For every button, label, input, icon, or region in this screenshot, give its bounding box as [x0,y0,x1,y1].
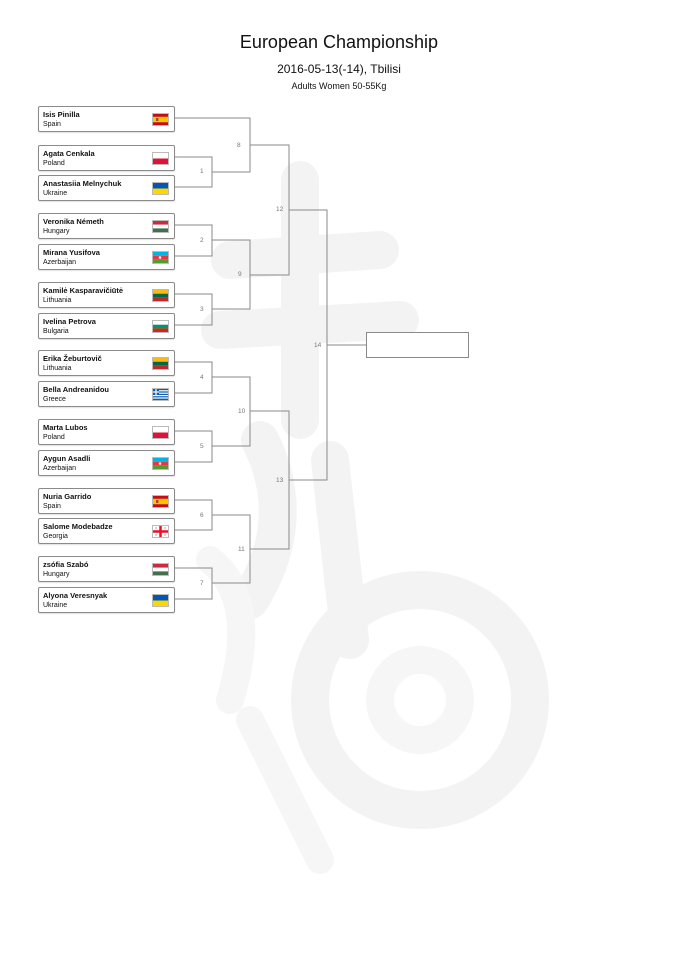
competitor-country: Bulgaria [43,328,69,335]
match-number: 11 [238,546,245,553]
competitor-name: zsófia Szabó [43,560,89,569]
competitor-card [38,587,175,613]
competitor-country: Lithuania [43,365,72,372]
bracket-line-match-1 [173,157,212,187]
competitor-name: Salome Modebadze [43,522,113,531]
competitor-card [38,213,175,239]
competitor-card [38,175,175,201]
competitor-card [38,145,175,171]
match-number: 12 [276,206,284,213]
page-title: European Championship [239,32,439,52]
competitor-country: Lithuania [43,297,72,304]
match-number: 4 [200,374,204,381]
match-number: 10 [238,408,246,415]
weight-category: Adults Women 50-55Kg [291,81,387,91]
competitor-name: Nuria Garrido [43,492,92,501]
match-number: 6 [200,512,204,519]
competitor-country: Poland [43,434,65,441]
competitor-card [38,350,175,376]
match-number: 14 [314,342,322,349]
match-number: 8 [237,142,241,149]
competitor-name: Agata Cenkala [43,149,95,158]
competitor-country: Georgia [43,533,68,540]
spain-flag-icon [152,495,169,508]
bracket-line-match-4 [173,362,212,393]
competitor-name: Alyona Veresnyak [43,591,108,600]
ukraine-flag-icon [152,594,169,607]
bracket-line-match-6 [173,500,212,530]
competitor-name: Veronika Németh [43,217,104,226]
match-number: 2 [200,237,204,244]
hungary-flag-icon [152,563,169,576]
ukraine-flag-icon [152,182,169,195]
match-number: 13 [276,477,284,484]
azerbaijan-flag-icon [152,457,169,470]
azerbaijan-flag-icon [152,251,169,264]
competitor-name: Kamilė Kasparavičiūtė [43,286,124,295]
poland-flag-icon [152,426,169,439]
bracket-line-match-14 [289,210,327,480]
match-number: 1 [200,168,204,175]
competitor-card [38,450,175,476]
competitor-country: Hungary [43,571,70,578]
competitor-country: Azerbaijan [43,259,77,266]
competitor-card [38,244,175,270]
match-number: 3 [200,306,204,313]
competitor-country: Azerbaijan [43,465,77,472]
competitor-country: Spain [43,503,61,510]
bracket-line-match-9 [212,240,250,309]
competitor-name: Mirana Yusifova [43,248,100,257]
competitor-name: Ivelina Petrova [43,317,96,326]
bracket-line-match-7 [173,568,212,599]
competitor-card [38,488,175,514]
lithuania-flag-icon [152,289,169,302]
hungary-flag-icon [152,220,169,233]
competitor-country: Greece [43,396,66,403]
competitor-card [38,556,175,582]
competitor-name: Isis Pinilla [43,110,80,119]
competitor-card [38,381,175,407]
lithuania-flag-icon [152,357,169,370]
match-number: 7 [200,580,204,587]
competitor-name: Bella Andreanidou [43,385,109,394]
competitor-name: Erika Žeburtovič [43,354,102,363]
event-date-location: 2016-05-13(-14), Tbilisi [277,62,401,76]
competitor-country: Ukraine [43,190,68,197]
competitor-card [38,313,175,339]
competitor-country: Hungary [43,228,70,235]
competitor-card [38,419,175,445]
bulgaria-flag-icon [152,320,169,333]
match-number: 9 [238,271,242,278]
greece-flag-icon [152,388,169,401]
poland-flag-icon [152,152,169,165]
competitor-card [38,282,175,308]
competitor-name: Aygun Asadli [43,454,91,463]
competitor-country: Ukraine [43,602,68,609]
competitor-card [38,106,175,132]
spain-flag-icon [152,113,169,126]
competitor-name: Anastasiia Melnychuk [43,179,122,188]
match-number: 5 [200,443,204,450]
winner-box [366,332,469,358]
bracket-line-match-3 [173,294,212,325]
competitor-card [38,518,175,544]
competitor-country: Poland [43,160,65,167]
competitor-country: Spain [43,121,61,128]
bracket-line-match-2 [173,225,212,256]
competitor-name: Marta Lubos [43,423,88,432]
bracket-line-match-5 [173,431,212,462]
georgia-flag-icon [152,525,169,538]
